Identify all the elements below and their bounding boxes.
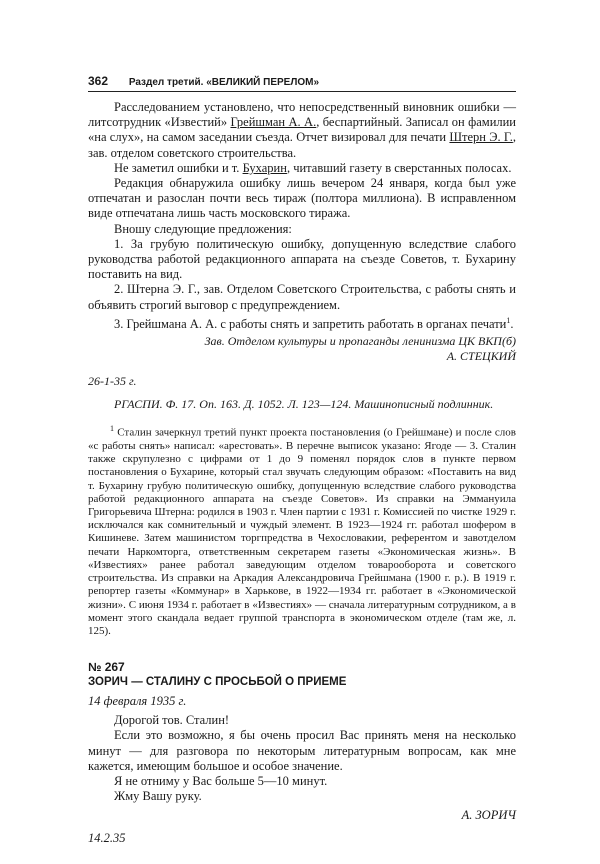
paragraph-bukharin: [88, 161, 516, 176]
signer-role: Зав. Отделом культуры и пропаганды ленинизма ЦК ВКП(б): [204, 334, 516, 349]
document-number: № 267: [88, 660, 125, 675]
document-title: ЗОРИЧ — СТАЛИНУ С ПРОСЬБОЙ О ПРИЕМЕ: [88, 676, 347, 689]
page-body: [88, 100, 516, 846]
letter-greeting: Дорогой тов. Сталин!: [114, 713, 230, 728]
letter-paragraph: Я не отниму у Вас больше 5—10 минут.: [114, 773, 328, 788]
person-name: Грейшман А. А.: [230, 115, 317, 130]
document-date: 14 февраля 1935 г.: [88, 694, 187, 709]
letter-signature: А. ЗОРИЧ: [461, 808, 516, 823]
signer-name: А. СТЕЦКИЙ: [446, 349, 516, 364]
text-run: .: [510, 317, 514, 331]
letter-date: 14.2.35: [88, 831, 126, 846]
letter-closing: Жму Вашу руку.: [114, 789, 202, 804]
text-run: , беспартийный. Записал он фамилии «на слух», на самом заседании съезда. Отчет визировал для печати: [88, 115, 516, 145]
text-run: Не заметил ошибки и т.: [114, 160, 243, 175]
footnote: [88, 422, 516, 638]
footnote-text: Сталин зачеркнул третий пункт проекта постановления (о Грейшмане) и после слов «с работы снять» написал: «арестовать». В перечне выписок указано: Ягоде — 3. Сталин также скрупулезно с цифрами от 1 до 9 поменял порядок слов в пункте первом постановления о Бухарине, который стал звучать следующим образом: «Поставить на вид т. Бухарину грубую политическую ошибку, допущенную вследствие слабого руководства работой редакционного аппарата на съезде Советов». Из справки на Эммануила Григорьевича Штерна: родился в 1903 г. Член партии с 1931 г. Комиссией по чистке 1929 г. исключался как сомнительный и чуждый элемент. В 1923—1924 гг. работал шофером в Кишиневе. Затем машинистом торгпредства в Чехословакии, референтом и завотделом печати Наркомторга, ответственным секретарем газеты «Экономическая жизнь». В «Известиях» ранее работал заведующим отделом товарооборота и советского строительства. Из справки на Аркадия Александровича Грейшмана (1900 г. р.). В 1919 г. репортер газеты «Коммунар» в Харькове, в 1922—1934 гг. работает в «Экономической жизни». С июня 1934 г. работает в «Известиях» — сначала литературным сотрудником, а в момент этого скандала ведает группой транспорта в экономическом отделе (там же, л. 125).: [88, 426, 516, 637]
footnote-number: 1: [110, 424, 114, 434]
proposal-1: 1. За грубую политическую ошибку, допущенную вследствие слабого руководства работой редакционного аппарата на съезде Советов, т. Бухарину поставить на вид.: [88, 236, 516, 282]
proposal-3: [88, 313, 516, 332]
text-run: 3. Грейшмана А. А. с работы снять и запретить работать в органах печати: [114, 317, 507, 331]
page-header: [88, 74, 516, 92]
document-date: 26-1-35 г.: [88, 374, 137, 389]
paragraph-proposals-intro: Вношу следующие предложения:: [114, 221, 292, 236]
paragraph-investigation: [88, 100, 516, 161]
paragraph-editorial: Редакция обнаружила ошибку лишь вечером 24 января, когда был уже отпечатан и разослан почти весь тираж (полтора миллиона). В исправленном виде отпечатана лишь часть московского тиража.: [88, 176, 516, 221]
page-number: 362: [88, 74, 109, 88]
proposal-2: 2. Штерна Э. Г., зав. Отделом Советского Строительства, с работы снять и объявить строгий выговор с предупреждением.: [88, 282, 516, 312]
footnote-marker: 1: [506, 315, 511, 325]
archive-reference: РГАСПИ. Ф. 17. Оп. 163. Д. 1052. Л. 123—124. Машинописный подлинник.: [114, 397, 494, 412]
letter-paragraph: Если это возможно, я бы очень просил Вас принять меня на несколько минут — для разговора по некоторым литературным вопросам, как мне кажется, имеющим большое и особое значение.: [88, 728, 516, 773]
text-run: , читавший газету в сверстанных полосах.: [286, 160, 512, 175]
text-run: Расследованием установлено, что непосредственный виновник ошибки — литсотрудник «Известий»: [88, 100, 516, 130]
section-title: Раздел третий. «ВЕЛИКИЙ ПЕРЕЛОМ»: [128, 77, 320, 88]
text-run: , зав. отделом советского строительства.: [88, 130, 516, 160]
person-name: Бухарин: [242, 160, 287, 175]
person-name: Штерн Э. Г.: [449, 130, 513, 145]
